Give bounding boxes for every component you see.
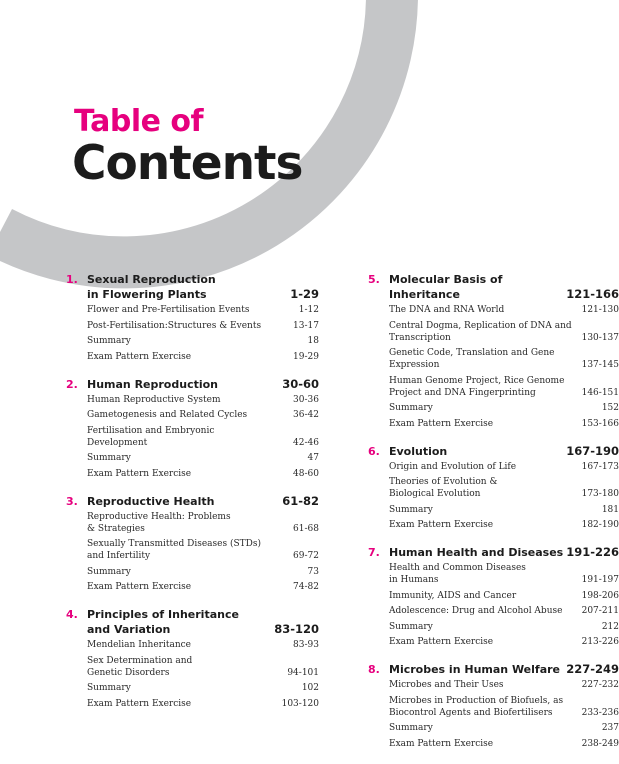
toc-topic[interactable] [66, 538, 319, 562]
chapter-heading[interactable] [66, 607, 319, 637]
topic-label: Microbes and Their Uses [389, 680, 504, 690]
chapter-number: 3. [66, 494, 78, 508]
topic-pages: 227-232 [581, 680, 619, 690]
topic-pages: 94-101 [287, 667, 319, 678]
topic-label: Reproductive Health: Problems & Strategies [87, 511, 231, 534]
topic-label: Summary [389, 723, 433, 733]
toc-topic[interactable] [368, 590, 619, 602]
topic-pages: 69-72 [293, 551, 319, 561]
toc-chapter [368, 545, 619, 648]
topic-pages: 73 [307, 566, 319, 577]
toc-topic[interactable] [368, 461, 619, 473]
chapter-number: 1. [66, 273, 78, 286]
topic-pages: 167-173 [581, 461, 619, 472]
toc-column-left [66, 272, 319, 724]
topic-label: Human Reproductive System [87, 394, 221, 405]
topic-label: Genetic Code, Translation and Gene Expression [389, 348, 555, 370]
toc-topic[interactable] [66, 698, 319, 710]
topic-label: Human Genome Project, Rice Genome Project and DNA Fingerprinting [389, 375, 565, 398]
topic-label: Exam Pattern Exercise [389, 738, 494, 749]
toc-topic[interactable] [66, 452, 319, 464]
topic-label: Summary [389, 621, 433, 632]
topic-pages: 1-12 [298, 305, 319, 315]
toc-chapter [66, 377, 319, 480]
chapter-heading[interactable] [368, 272, 619, 302]
toc-topic[interactable] [66, 409, 319, 421]
chapter-heading[interactable] [66, 377, 319, 392]
topic-label: Adolescence: Drug and Alcohol Abuse [389, 606, 563, 616]
toc-topic[interactable] [368, 562, 619, 586]
topic-pages: 198-206 [581, 590, 619, 601]
topic-pages: 137-145 [581, 360, 619, 370]
chapter-heading[interactable] [368, 545, 619, 560]
topic-label: Exam Pattern Exercise [87, 468, 192, 479]
toc-chapter [66, 607, 319, 710]
chapter-number: 5. [368, 273, 380, 286]
topic-label: Summary [87, 566, 131, 577]
chapter-heading[interactable] [66, 272, 319, 302]
toc-topic[interactable] [368, 375, 619, 399]
topic-label: Exam Pattern Exercise [87, 351, 192, 362]
topic-pages: 152 [601, 403, 619, 413]
topic-pages: 237 [601, 723, 619, 733]
toc-topic[interactable] [368, 738, 619, 750]
topic-label: Summary [389, 403, 433, 413]
topic-label: Exam Pattern Exercise [389, 637, 494, 647]
topic-pages: 146-151 [581, 387, 619, 398]
chapter-page-range: 227-249 [566, 662, 619, 676]
chapter-heading[interactable] [368, 662, 619, 677]
toc-topic[interactable] [66, 581, 319, 593]
topic-pages: 207-211 [581, 606, 619, 616]
topic-pages: 130-137 [581, 332, 619, 343]
topic-label: Exam Pattern Exercise [87, 698, 192, 709]
topic-label: Exam Pattern Exercise [87, 582, 192, 592]
toc-chapter [66, 494, 319, 594]
chapter-title: Principles of Inheritance and Variation [87, 608, 239, 636]
chapter-number: 8. [368, 663, 380, 676]
topic-pages: 19-29 [293, 351, 319, 362]
topic-pages: 212 [601, 621, 619, 632]
chapter-title: Molecular Basis of Inheritance [389, 273, 503, 301]
toc-topic[interactable] [66, 468, 319, 480]
topic-label: Theories of Evolution & Biological Evolution [389, 477, 498, 499]
topic-pages: 61-68 [293, 523, 319, 534]
toc-topic[interactable] [66, 566, 319, 578]
topic-label: Flower and Pre-Fertilisation Events [87, 305, 250, 315]
toc-topic[interactable] [66, 304, 319, 316]
topic-label: The DNA and RNA World [389, 305, 505, 315]
chapter-number: 7. [368, 546, 380, 559]
topic-pages: 42-46 [293, 437, 319, 448]
toc-topic[interactable] [368, 605, 619, 617]
topic-label: Summary [87, 336, 131, 346]
topic-label: Mendelian Inheritance [87, 640, 192, 650]
toc-topic[interactable] [66, 682, 319, 694]
chapter-title: Human Health and Diseases [389, 546, 564, 559]
topic-label: Exam Pattern Exercise [389, 520, 494, 530]
toc-topic[interactable] [66, 655, 319, 679]
title-line-1: Table of [74, 104, 204, 139]
toc-chapter [368, 662, 619, 750]
toc-chapter [368, 444, 619, 532]
topic-label: Central Dogma, Replication of DNA and Transcription [389, 320, 572, 343]
toc-topic[interactable] [368, 636, 619, 648]
chapter-page-range: 121-166 [566, 287, 619, 301]
chapter-page-range: 61-82 [282, 493, 319, 508]
toc-topic[interactable] [368, 695, 619, 719]
topic-pages: 182-190 [581, 520, 619, 530]
topic-label: Health and Common Diseases in Humans [389, 563, 526, 585]
toc-topic[interactable] [66, 335, 319, 347]
topic-label: Gametogenesis and Related Cycles [87, 410, 248, 420]
page-title: Contents [72, 136, 303, 191]
chapter-heading[interactable] [368, 444, 619, 459]
chapter-title: Microbes in Human Welfare [389, 663, 561, 676]
topic-pages: 48-60 [293, 468, 319, 479]
chapter-page-range: 83-120 [274, 622, 319, 636]
toc-topic[interactable] [368, 320, 619, 344]
toc-topic[interactable] [368, 402, 619, 414]
chapter-number: 4. [66, 608, 78, 621]
chapter-number: 2. [66, 377, 78, 391]
topic-pages: 102 [301, 683, 319, 693]
topic-pages: 153-166 [581, 418, 619, 429]
topic-pages: 18 [307, 336, 319, 346]
topic-pages: 30-36 [293, 394, 319, 405]
chapter-title: Human Reproduction [87, 377, 219, 391]
chapter-heading[interactable] [66, 494, 319, 509]
topic-label: Summary [87, 683, 131, 693]
topic-label: Microbes in Production of Biofuels, as Biocontrol Agents and Biofertilisers [389, 695, 564, 718]
topic-pages: 13-17 [293, 320, 319, 331]
topic-pages: 238-249 [581, 738, 619, 749]
topic-label: Sex Determination and Genetic Disorders [87, 655, 193, 678]
toc-topic[interactable] [368, 304, 619, 316]
topic-pages: 213-226 [581, 637, 619, 647]
topic-label: Post-Fertilisation:Structures & Events [87, 320, 262, 331]
topic-pages: 83-93 [293, 640, 319, 650]
toc-column-right [368, 272, 619, 764]
chapter-title: Evolution [389, 444, 448, 458]
topic-label: Sexually Transmitted Diseases (STDs) and Infertility [87, 539, 261, 561]
toc-chapter [368, 272, 619, 430]
chapter-page-range: 191-226 [566, 545, 619, 559]
topic-pages: 121-130 [581, 305, 619, 315]
topic-label: Immunity, AIDS and Cancer [389, 590, 517, 601]
toc-topic[interactable] [66, 425, 319, 449]
chapter-page-range: 1-29 [290, 287, 319, 301]
toc-chapter [66, 272, 319, 363]
topic-pages: 103-120 [281, 698, 319, 709]
toc-topic[interactable] [66, 351, 319, 363]
topic-label: Summary [389, 504, 433, 515]
toc-topic[interactable] [368, 679, 619, 691]
toc-topic[interactable] [66, 511, 319, 535]
chapter-page-range: 30-60 [282, 376, 319, 391]
toc-topic[interactable] [368, 504, 619, 516]
toc-topic[interactable] [368, 476, 619, 500]
toc-topic[interactable] [66, 320, 319, 332]
topic-pages: 181 [601, 504, 619, 515]
chapter-page-range: 167-190 [566, 443, 619, 458]
topic-pages: 173-180 [581, 489, 619, 499]
topic-label: Origin and Evolution of Life [389, 461, 517, 472]
topic-pages: 233-236 [581, 707, 619, 718]
toc-topic[interactable] [368, 722, 619, 734]
topic-pages: 74-82 [293, 582, 319, 592]
topic-label: Fertilisation and Embryonic Development [87, 425, 215, 448]
toc-topic[interactable] [368, 519, 619, 531]
toc-topic[interactable] [368, 621, 619, 633]
chapter-title: Sexual Reproduction in Flowering Plants [87, 273, 216, 301]
topic-label: Summary [87, 453, 131, 463]
topic-pages: 47 [307, 453, 319, 463]
toc-topic[interactable] [66, 394, 319, 406]
toc-topic[interactable] [66, 639, 319, 651]
toc-topic[interactable] [368, 418, 619, 430]
topic-pages: 36-42 [293, 410, 319, 420]
chapter-number: 6. [368, 444, 380, 458]
topic-pages: 191-197 [581, 575, 619, 585]
toc-topic[interactable] [368, 347, 619, 371]
chapter-title: Reproductive Health [87, 494, 215, 508]
topic-label: Exam Pattern Exercise [389, 418, 494, 429]
